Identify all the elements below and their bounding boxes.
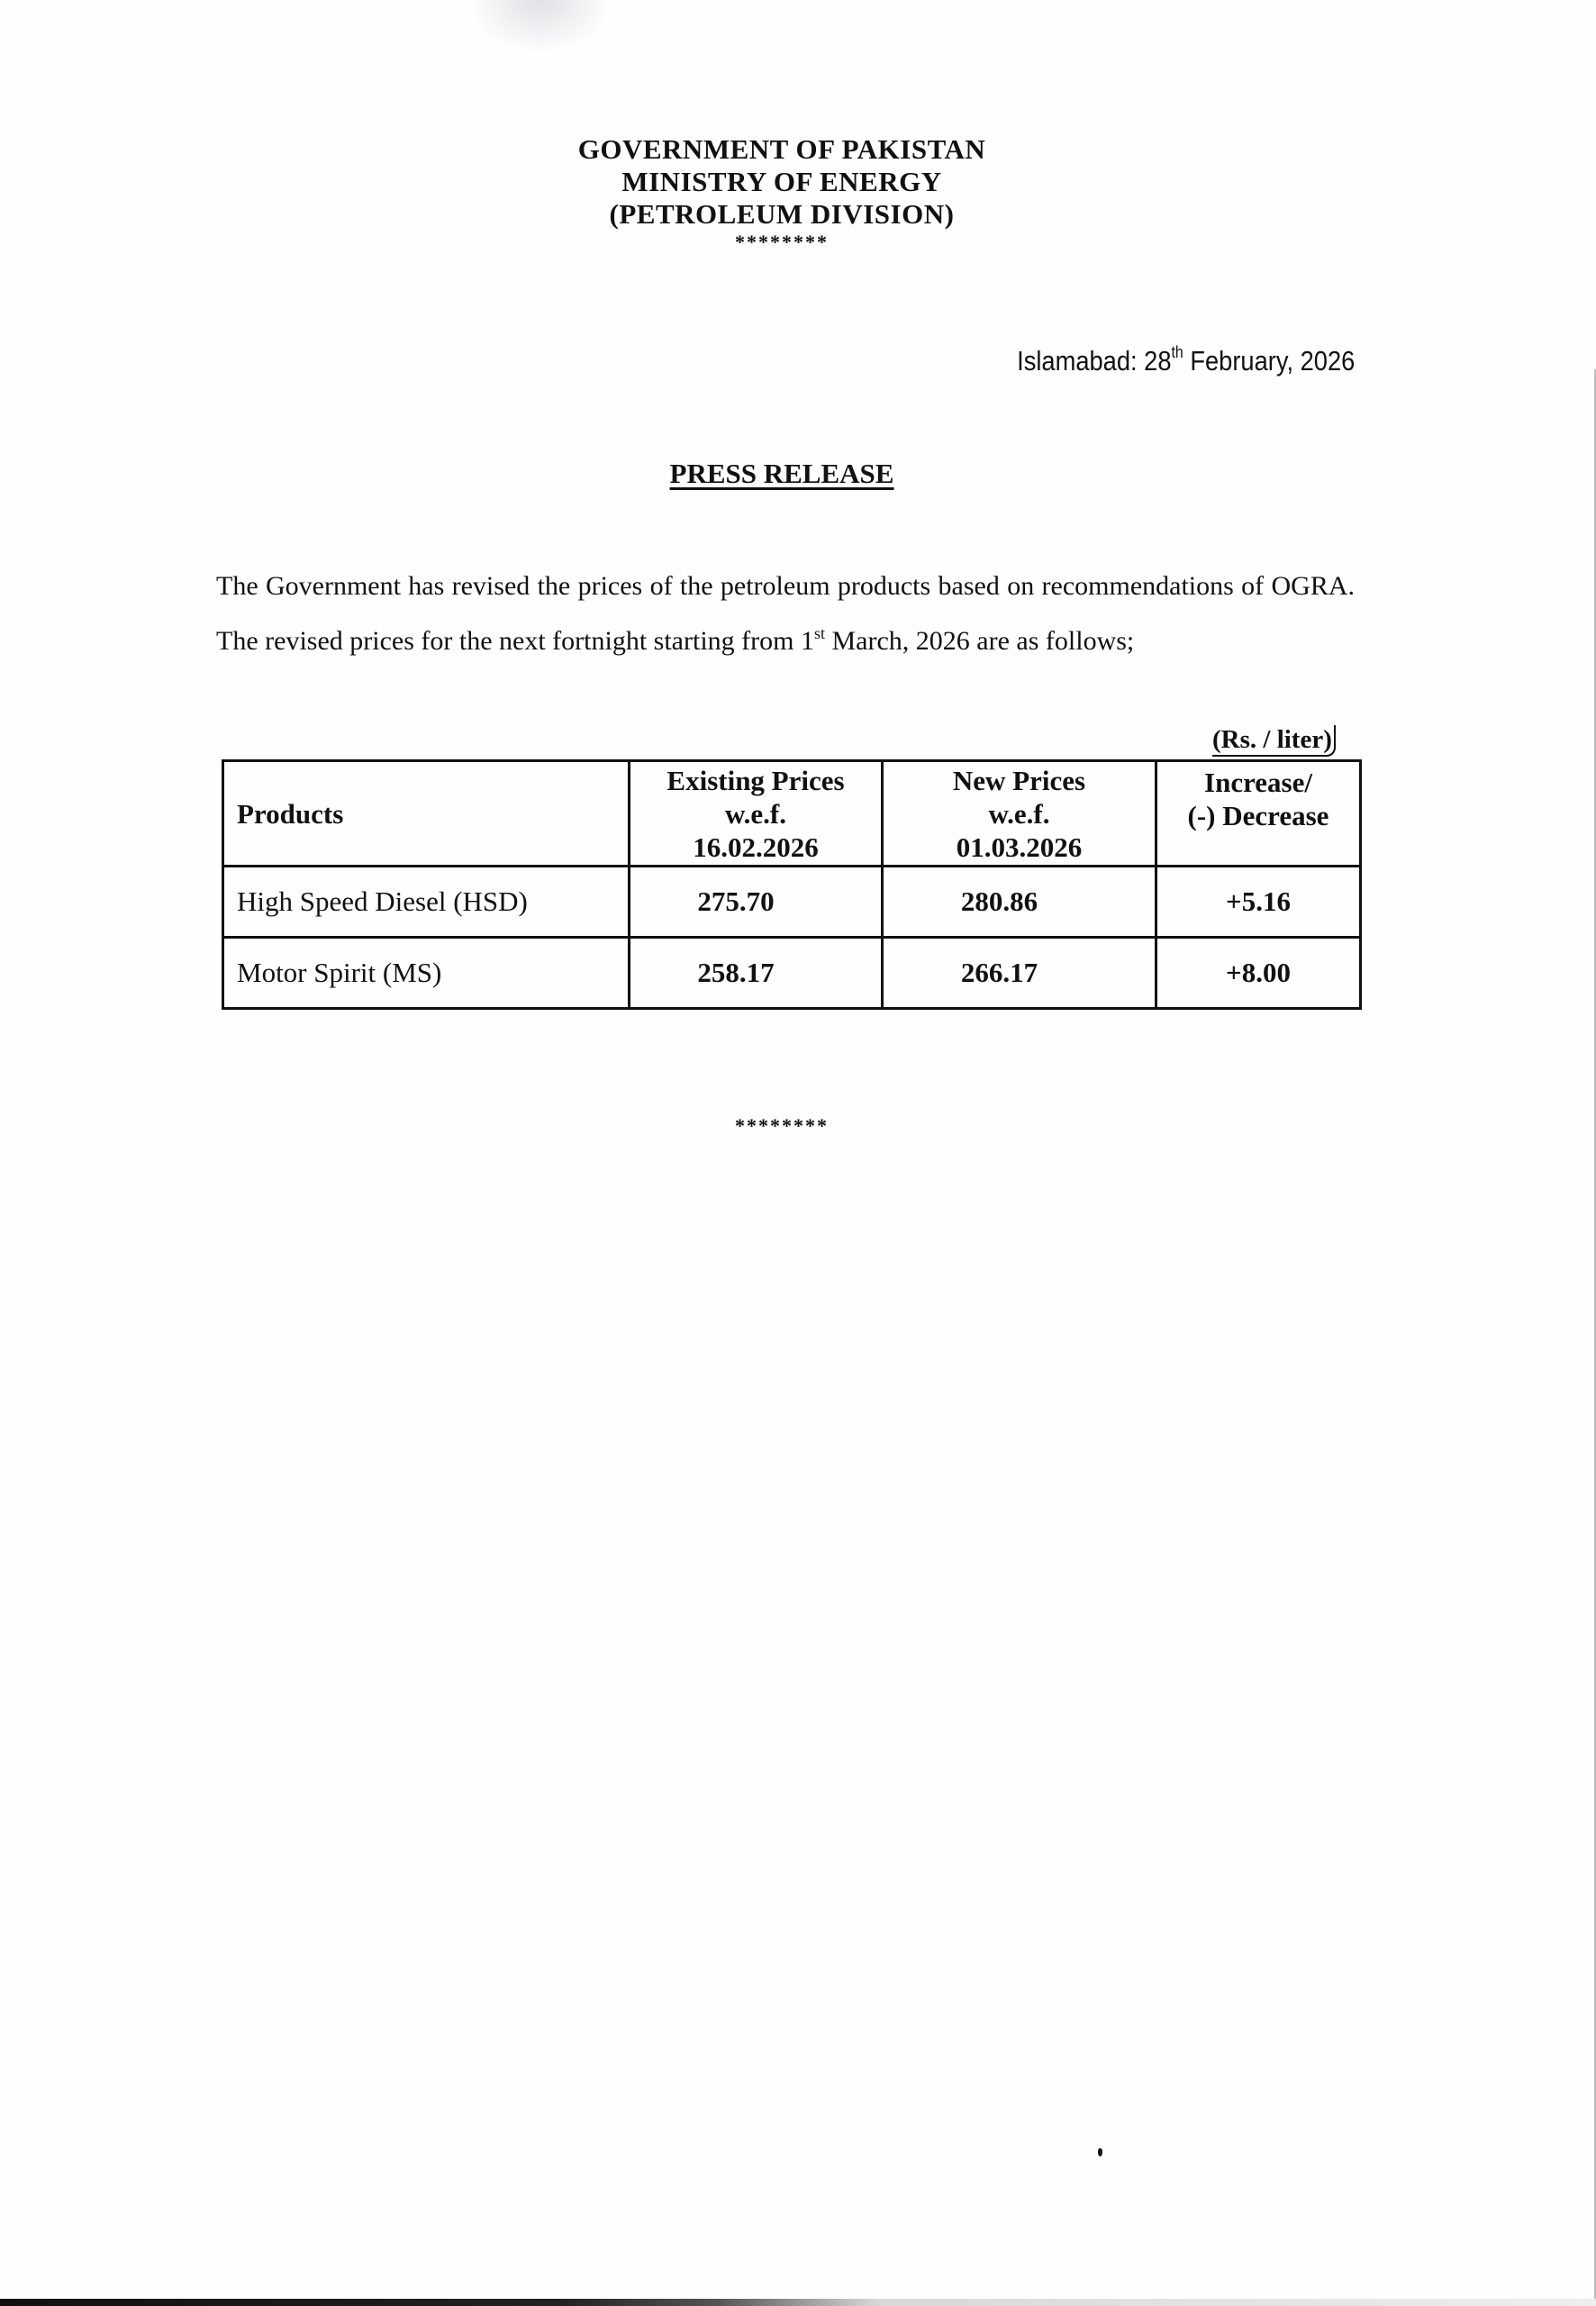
scan-shadow <box>468 0 612 54</box>
header-existing-wef: w.e.f. <box>724 797 786 830</box>
letterhead-separator: ******** <box>735 231 829 253</box>
document-title: PRESS RELEASE <box>669 458 894 489</box>
header-existing-prices <box>630 761 883 867</box>
price-change: +8.00 <box>1156 938 1361 1009</box>
existing-price <box>630 938 883 1009</box>
letterhead <box>0 133 1564 254</box>
body-paragraph <box>216 558 1355 668</box>
header-change <box>1156 761 1361 867</box>
scan-speck <box>1098 2148 1102 2156</box>
dateline-place-day: Islamabad: 28 <box>1016 345 1172 377</box>
table-row <box>223 938 1361 1009</box>
header-existing-label: Existing Prices <box>667 764 845 796</box>
page-edge-bottom <box>0 2299 1596 2306</box>
product-name: High Speed Diesel (HSD) <box>223 867 630 938</box>
header-increase: Increase/ <box>1204 767 1312 798</box>
table-row <box>223 867 1361 938</box>
letterhead-ministry: MINISTRY OF ENERGY <box>621 166 942 197</box>
header-new-wef: w.e.f. <box>988 797 1050 830</box>
new-price <box>883 938 1156 1009</box>
existing-price <box>630 867 883 938</box>
header-new-label: New Prices <box>952 764 1086 796</box>
new-price-value: 280.86 <box>960 885 1038 917</box>
table-header-row <box>223 761 1361 867</box>
dateline-day-suffix: th <box>1171 343 1183 361</box>
product-name: Motor Spirit (MS) <box>223 938 630 1009</box>
new-price <box>883 867 1156 938</box>
header-decrease: (-) Decrease <box>1187 800 1329 831</box>
body-text-sup: st <box>813 624 825 642</box>
letterhead-government: GOVERNMENT OF PAKISTAN <box>577 133 986 165</box>
price-table <box>222 759 1362 1010</box>
dateline-month-year: February, 2026 <box>1183 345 1355 377</box>
letterhead-division: (PETROLEUM DIVISION) <box>609 198 955 230</box>
body-text-part2: March, 2026 are as follows; <box>825 626 1135 656</box>
body-text-part1: The Government has revised the prices of the petroleum products based on recommendations of OGRA. The revised prices for the next fortnight starting from 1 <box>216 571 1355 656</box>
unit-note: (Rs. / liter) <box>1212 725 1336 757</box>
header-products: Products <box>223 761 630 867</box>
header-new-date: 01.03.2026 <box>956 831 1083 863</box>
header-new-prices <box>883 761 1156 867</box>
existing-price-value: 275.70 <box>697 885 775 917</box>
price-change: +5.16 <box>1156 867 1361 938</box>
end-separator: ******** <box>735 1114 829 1137</box>
existing-price-value: 258.17 <box>697 957 775 988</box>
new-price-value: 266.17 <box>960 957 1038 988</box>
dateline <box>1017 345 1355 377</box>
header-existing-date: 16.02.2026 <box>693 831 819 863</box>
